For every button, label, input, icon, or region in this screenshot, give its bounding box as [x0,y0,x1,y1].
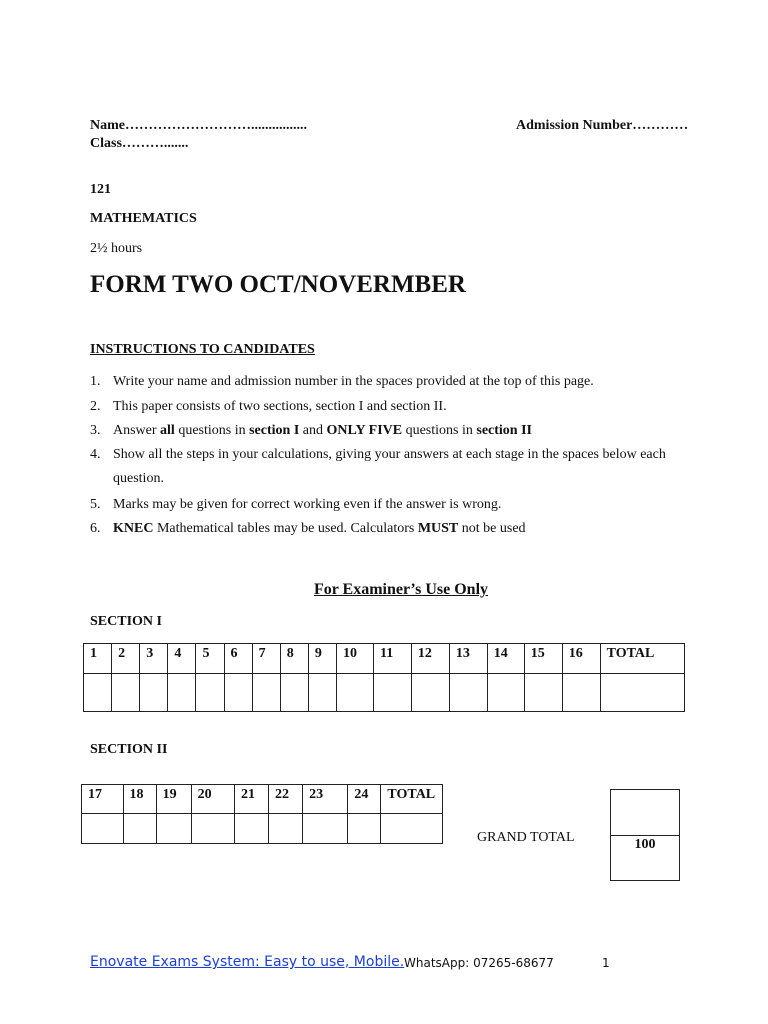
enovate-link[interactable]: Enovate Exams System: Easy to use, Mobile. [90,954,405,970]
question-number: 3 [146,646,154,661]
examiner-heading: For Examiner’s Use Only [313,581,489,598]
instruction-text: Marks may be given for correct working even if the answer is wrong. [113,497,502,512]
score-cell[interactable] [84,674,112,712]
score-cell[interactable] [196,674,224,712]
score-column-header [449,644,487,674]
question-number: 9 [314,646,322,661]
instruction-item [90,443,690,491]
score-cell[interactable] [562,674,600,712]
question-number: 17 [88,787,102,802]
instruction-number: 6. [90,521,101,536]
paper-code: 121 [90,182,111,197]
score-cell[interactable] [524,674,562,712]
score-cell[interactable] [600,674,684,712]
score-column-header [224,644,252,674]
score-cell[interactable] [168,674,196,712]
question-number: 2 [118,646,126,661]
instruction-item [90,395,690,419]
score-column-header [348,785,381,814]
score-cell[interactable] [487,674,524,712]
score-column-header [168,644,196,674]
question-number: 18 [129,787,144,802]
score-cell[interactable] [449,674,487,712]
score-column-header [123,785,156,814]
instruction-item [90,493,690,517]
instruction-item [90,517,690,541]
score-column-header [562,644,600,674]
class-field-label: Class………....... [90,136,189,151]
admission-number-label: Admission Number………… [516,118,689,133]
page-number: 1 [602,956,610,970]
score-column-header [82,785,124,814]
grand-total-max: 100 [634,837,656,852]
question-number: TOTAL [387,787,436,802]
score-cell[interactable] [191,814,234,844]
question-number: 5 [202,646,210,661]
score-column-header [234,785,268,814]
question-number: 20 [197,787,212,802]
instruction-number: 2. [90,399,101,414]
question-number: 23 [309,787,324,802]
score-cell[interactable] [308,674,336,712]
score-column-header [381,785,443,814]
instruction-text: Write your name and admission number in the spaces provided at the top of this page. [113,374,594,389]
score-column-header [411,644,449,674]
instruction-number: 3. [90,423,101,438]
question-number: 19 [162,787,177,802]
question-number: 11 [379,646,394,661]
score-cell[interactable] [336,674,373,712]
question-number: 1 [90,646,97,661]
question-number: 24 [354,787,369,802]
instruction-item [90,370,690,394]
question-number: 13 [455,646,470,661]
question-number: 16 [568,646,583,661]
score-column-header [156,785,191,814]
score-column-header [524,644,562,674]
score-cell[interactable] [348,814,381,844]
question-number: 15 [530,646,545,661]
question-number: TOTAL [606,646,655,661]
duration: 2½ hours [90,241,143,256]
score-column-header [600,644,684,674]
score-cell[interactable] [82,814,124,844]
exam-title: FORM TWO OCT/NOVERMBER [90,271,466,298]
score-column-header [252,644,280,674]
instruction-text: Answer all questions in section I and ONLY FIVE questions in section II [113,423,532,438]
section-2-label: SECTION II [90,742,168,757]
score-column-header [191,785,234,814]
section-2-score-table [81,784,443,844]
score-column-header [269,785,303,814]
score-column-header [112,644,140,674]
instruction-text: Show all the steps in your calculations, giving your answers at each stage in the spaces below each question. [113,447,666,486]
instruction-number: 1. [90,374,101,389]
question-number: 10 [342,646,357,661]
grand-total-box [610,789,680,881]
score-column-header [373,644,411,674]
question-number: 6 [230,646,238,661]
score-column-header [140,644,168,674]
score-cell[interactable] [269,814,303,844]
question-number: 8 [286,646,294,661]
score-column-header [84,644,112,674]
question-number: 12 [417,646,432,661]
score-column-header [308,644,336,674]
subject-title: MATHEMATICS [90,211,197,226]
question-number: 4 [174,646,182,661]
score-cell[interactable] [373,674,411,712]
instruction-text: KNEC Mathematical tables may be used. Calculators MUST not be used [113,521,526,536]
score-cell[interactable] [411,674,449,712]
score-column-header [303,785,348,814]
score-column-header [280,644,308,674]
score-cell[interactable] [224,674,252,712]
instruction-text: This paper consists of two sections, section I and section II. [113,399,447,414]
score-cell[interactable] [140,674,168,712]
question-number: 14 [493,646,508,661]
score-cell[interactable] [303,814,348,844]
score-column-header [196,644,224,674]
whatsapp-contact: WhatsApp: 07265-68677 [404,956,554,970]
score-column-header [336,644,373,674]
instruction-item [90,419,690,443]
score-column-header [487,644,524,674]
score-cell[interactable] [252,674,280,712]
section-1-score-table [83,643,685,712]
grand-total-score-cell[interactable] [611,790,679,836]
instruction-number: 4. [90,447,101,462]
section-1-label: SECTION I [90,614,162,629]
question-number: 7 [258,646,266,661]
score-cell[interactable] [123,814,156,844]
score-cell[interactable] [112,674,140,712]
question-number: 22 [275,787,290,802]
question-number: 21 [240,787,255,802]
instruction-number: 5. [90,497,101,512]
instructions-heading: INSTRUCTIONS TO CANDIDATES [90,342,315,357]
score-cell[interactable] [381,814,443,844]
score-cell[interactable] [280,674,308,712]
grand-total-label: GRAND TOTAL [477,830,575,845]
score-cell[interactable] [234,814,268,844]
score-cell[interactable] [156,814,191,844]
name-field-label: Name………………………................ [90,118,307,133]
